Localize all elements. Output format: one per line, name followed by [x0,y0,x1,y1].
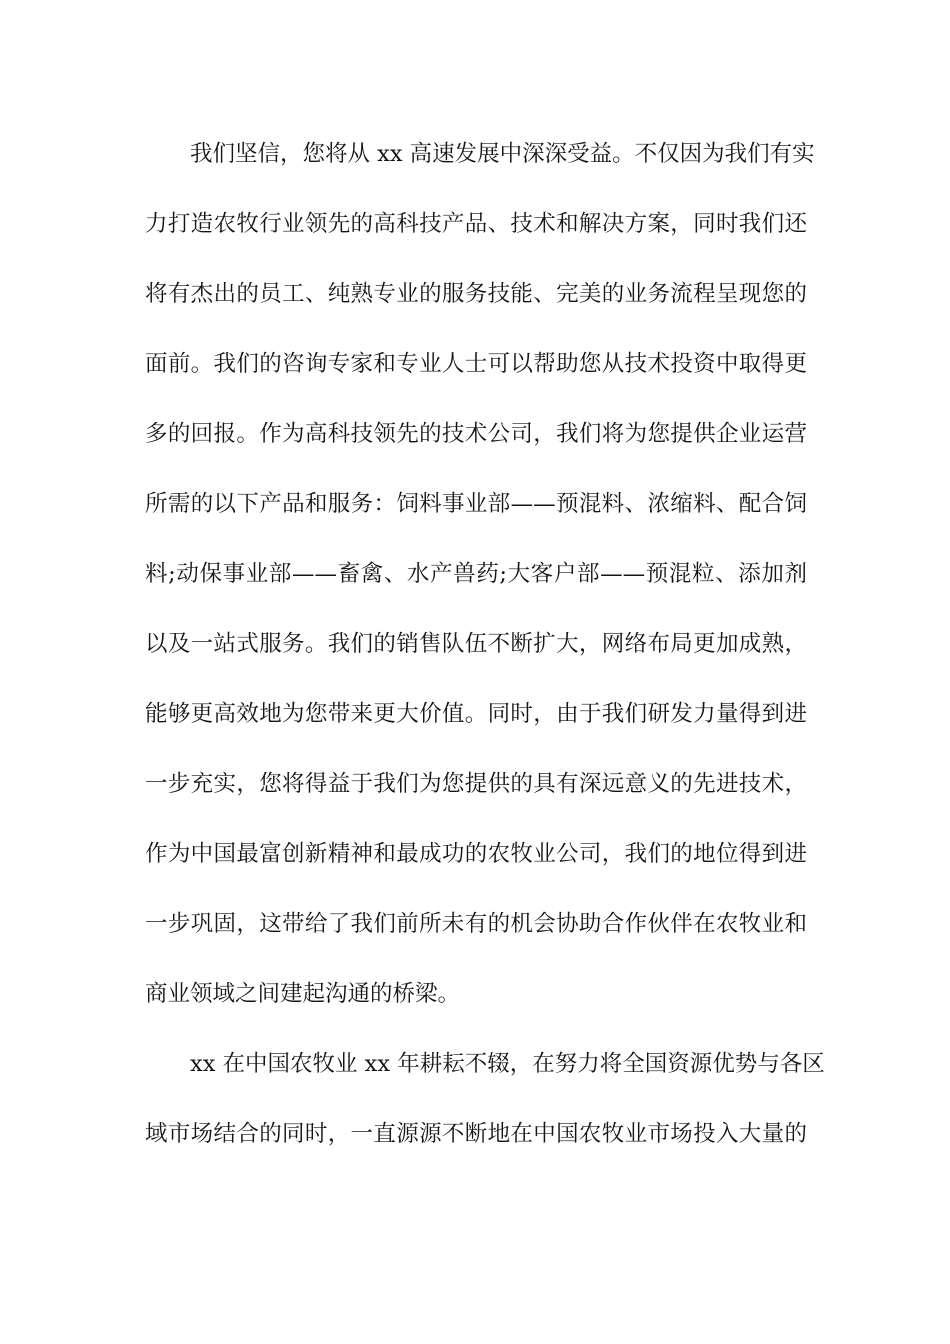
paragraph-1-line-4: 面前。我们的咨询专家和专业人士可以帮助您从技术投资中取得更 [145,351,807,377]
paragraph-2-line-2: 域市场结合的同时，一直源源不断地在中国农牧业市场投入大量的 [145,1121,807,1147]
paragraph-1-line-1: 我们坚信，您将从 xx 高速发展中深深受益。不仅因为我们有实 [190,141,815,167]
paragraph-1-line-8: 以及一站式服务。我们的销售队伍不断扩大，网络布局更加成熟， [145,631,807,657]
paragraph-1-line-5: 多的回报。作为高科技领先的技术公司，我们将为您提供企业运营 [145,421,807,447]
paragraph-1-line-13: 商业领域之间建起沟通的桥梁。 [145,981,461,1007]
paragraph-1-line-9: 能够更高效地为您带来更大价值。同时，由于我们研发力量得到进 [145,701,807,727]
paragraph-1-line-6: 所需的以下产品和服务：饲料事业部——预混料、浓缩料、配合饲 [145,491,807,517]
paragraph-1-line-2: 力打造农牧行业领先的高科技产品、技术和解决方案，同时我们还 [145,211,807,237]
paragraph-1-line-12: 一步巩固，这带给了我们前所未有的机会协助合作伙伴在农牧业和 [145,911,807,937]
paragraph-1-line-10: 一步充实，您将得益于我们为您提供的具有深远意义的先进技术， [145,771,807,797]
paragraph-1-line-7: 料;动保事业部——畜禽、水产兽药;大客户部——预混粒、添加剂 [145,561,807,587]
paragraph-2-line-1: xx 在中国农牧业 xx 年耕耘不辍，在努力将全国资源优势与各区 [190,1051,825,1077]
paragraph-1-line-11: 作为中国最富创新精神和最成功的农牧业公司，我们的地位得到进 [145,841,807,867]
paragraph-1-line-3: 将有杰出的员工、纯熟专业的服务技能、完美的业务流程呈现您的 [145,281,807,307]
